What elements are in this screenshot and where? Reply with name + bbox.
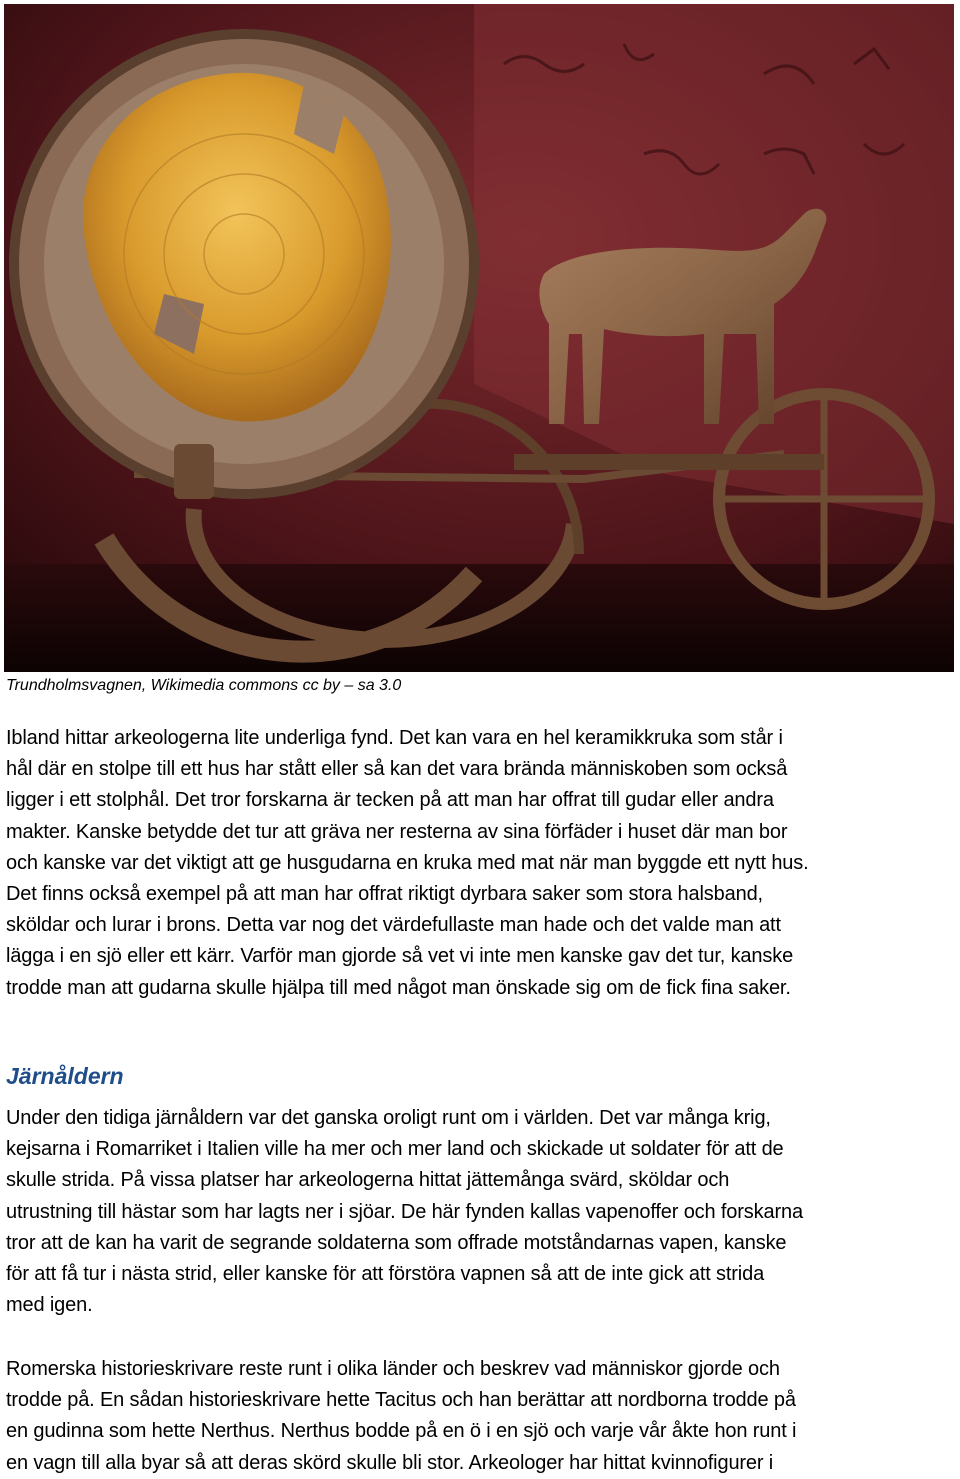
text-line: och kanske var det viktigt att ge husgudarna en kruka med mat när man byggde ett nytt hus. (6, 851, 809, 874)
text-line: utrustning till hästar som har lagts ner i sjöar. De här fynden kallas vapenoffer och forskarna (6, 1200, 803, 1223)
text-line: Ibland hittar arkeologerna lite underliga fynd. Det kan vara en hel keramikkruka som står i (6, 727, 783, 749)
text-line: kejsarna i Romarriket i Italien ville ha mer och mer land och skickade ut soldater för att de (6, 1138, 784, 1161)
paragraph-iron-age (6, 1103, 954, 1321)
text-line: Det finns också exempel på att man har offrat riktigt dyrbara saker som stora halsband, (6, 883, 763, 906)
text-line: en vagn till alla byar så att deras skörd skulle bli stor. Arkeologer har hittat kvinnofigurer i (6, 1451, 774, 1474)
paragraph-offerings (6, 723, 954, 1004)
text-line: Romerska historieskrivare reste runt i olika länder och beskrev vad människor gjorde och (6, 1358, 780, 1380)
image-caption: Trundholmsvagnen, Wikimedia commons cc by – sa 3.0 (6, 677, 402, 694)
text-line: Under den tidiga järnåldern var det ganska oroligt runt om i världen. Det var många krig, (6, 1107, 771, 1129)
text-line: tror att de kan ha varit de segrande soldaterna som offrade motståndarnas vapen, kanske (6, 1231, 787, 1254)
text-line: med igen. (6, 1294, 93, 1317)
text-line: sköldar och lurar i brons. Detta var nog det värdefullaste man hade och det valde man att (6, 914, 781, 937)
text-line: lägga i en sjö eller ett kärr. Varför man gjorde så vet vi inte men kanske gav det tur, kanske (6, 945, 794, 968)
text-line: makter. Kanske betydde det tur att gräva ner resterna av sina förfäder i huset där man bor (6, 820, 788, 843)
sun-chariot-photo (4, 4, 954, 672)
text-line: en gudinna som hette Nerthus. Nerthus bodde på en ö i en sjö och varje vår åkte hon runt i (6, 1420, 797, 1443)
text-line: trodde man att gudarna skulle hjälpa till med något man önskade sig om de fick fina saker. (6, 976, 791, 999)
text-line: trodde på. En sådan historieskrivare hette Tacitus och han berättar att nordborna trodde på (6, 1389, 796, 1412)
text-line: för att få tur i nästa strid, eller kanske för att förstöra vapnen så att de inte gick att strida (6, 1263, 765, 1286)
text-line: skulle strida. På vissa platser har arkeologerna hittat jättemånga svärd, sköldar och (6, 1169, 730, 1192)
section-heading: Järnåldern (6, 1063, 124, 1089)
text-line: ligger i ett stolphål. Det tror forskarna är tecken på att man har offrat till gudar eller andra (6, 789, 774, 812)
text-line: hål där en stolpe till ett hus har stått eller så kan det vara brända människoben som också (6, 758, 788, 781)
paragraph-roman-historians (6, 1354, 954, 1479)
